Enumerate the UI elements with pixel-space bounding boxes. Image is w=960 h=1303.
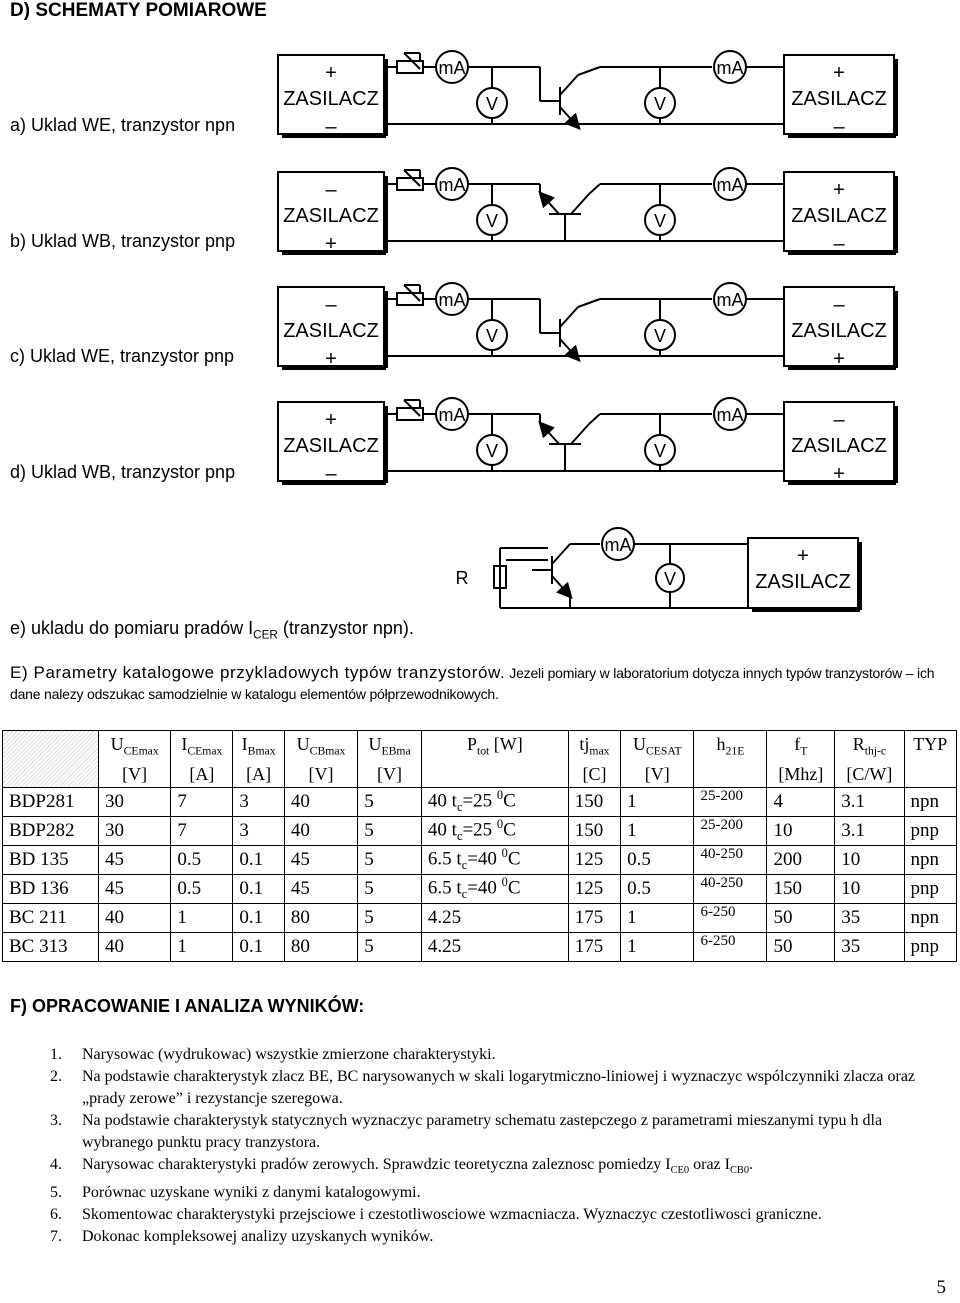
cell-rth: 10 [835, 874, 904, 903]
list-item: 5. Porównac uzyskane wyniki z danymi katalogowymi. [50, 1184, 421, 1202]
right-supply-2-name: ZASILACZ [791, 320, 887, 342]
header-typ: TYP [904, 731, 956, 788]
cell-tj: 175 [568, 932, 620, 961]
cell-ucb: 40 [284, 787, 357, 816]
voltmeter-e-label: V [663, 569, 677, 589]
cell-ucb: 45 [284, 874, 357, 903]
cell-ucesat: 1 [621, 903, 694, 932]
table-row [3, 903, 957, 932]
cell-name: BD 136 [3, 874, 99, 903]
list-item: 1. Narysowac (wydrukowac) wszystkie zmierzone charakterystyki. [50, 1046, 496, 1063]
right-supply-3-name: ZASILACZ [791, 435, 887, 457]
table-row [3, 816, 957, 845]
cell-ueb: 5 [358, 874, 422, 903]
cell-ueb: 5 [358, 845, 422, 874]
cell-ptot: 4.25 [421, 932, 568, 961]
cell-rth: 35 [835, 903, 904, 932]
header-ib: $I_{Bmax}$ [A] [233, 731, 285, 788]
list-item: 2. Na podstawie charakterystyk zlacz BE, BC narysowanych w skali logarytmiczno-liniowej i wyznaczyc wspólczynniki zlacza oraz „prady zerowe” i rezystancje szeregowa. [50, 1068, 916, 1107]
left-supply-3-name: ZASILACZ [283, 435, 379, 457]
cell-ucb: 40 [284, 816, 357, 845]
cell-ic: 1 [171, 903, 233, 932]
transistor-3-collector [571, 424, 589, 444]
cell-ucb: 80 [284, 903, 357, 932]
cell-rth: 3.1 [835, 816, 904, 845]
cell-ib: 3 [233, 816, 285, 845]
cell-h21: 40-250 [694, 874, 767, 903]
cell-ib: 0.1 [233, 903, 285, 932]
transistor-1-emitter [541, 194, 559, 214]
right-supply-0-bottom-sign: – [833, 116, 845, 138]
circuit-e-label: e) ukladu do pomiaru pradów $I_{CER}$ (tranzystor npn). [10, 618, 414, 642]
wire [578, 67, 600, 75]
section-e [10, 662, 955, 705]
cell-typ: pnp [904, 874, 956, 903]
cell-typ: npn [904, 845, 956, 874]
right-supply-1-top-sign: + [833, 179, 845, 201]
cell-uce: 40 [99, 932, 171, 961]
cell-ptot: 6.5 $t_c=40$ $^0$C [421, 845, 568, 874]
cell-typ: pnp [904, 932, 956, 961]
header-ft: $f_T$ [Mhz] [767, 731, 835, 788]
cell-ptot: 4.25 [421, 903, 568, 932]
cell-ic: 0.5 [171, 874, 233, 903]
ammeter-left-3-label: mA [438, 405, 466, 425]
cell-ueb: 5 [358, 787, 422, 816]
voltmeter-left-0-label: V [485, 94, 499, 114]
cell-ueb: 5 [358, 816, 422, 845]
cell-ib: 0.1 [233, 932, 285, 961]
cell-ptot: 40 $t_c=25$ $^0$C [421, 787, 568, 816]
left-supply-0-bottom-sign: – [325, 116, 337, 138]
left-supply-3-top-sign: + [325, 409, 337, 431]
page-number: 5 [936, 1277, 946, 1298]
left-supply-1-top-sign: – [325, 179, 337, 201]
cell-ib: 0.1 [233, 874, 285, 903]
supply-e-top-sign: + [797, 545, 809, 567]
cell-ft: 50 [767, 932, 835, 961]
cell-typ: pnp [904, 816, 956, 845]
right-supply-0-name: ZASILACZ [791, 88, 887, 110]
circuit-d-label: d) Uklad WB, tranzystor pnp [10, 462, 236, 482]
table-corner-cell [3, 731, 99, 788]
cell-typ: npn [904, 787, 956, 816]
right-supply-1-bottom-sign: – [833, 233, 845, 255]
transistor-3-emitter [541, 424, 559, 444]
cell-name: BDP282 [3, 816, 99, 845]
cell-ueb: 5 [358, 903, 422, 932]
cell-ptot: 40 $t_c=25$ $^0$C [421, 816, 568, 845]
cell-h21: 25-200 [694, 816, 767, 845]
table-row [3, 845, 957, 874]
transistor-2-collector [560, 307, 578, 327]
cell-name: BDP281 [3, 787, 99, 816]
wire [589, 184, 600, 194]
list-item: 4. Narysowac charakterystyki pradów zerowych. Sprawdzic teoretyczna zaleznosc pomiedzy $I_{CE0}$ oraz $I_{CB0}$. [50, 1156, 754, 1177]
voltmeter-left-3-label: V [485, 441, 499, 461]
cell-h21: 6-250 [694, 903, 767, 932]
cell-ptot: 6.5 $t_c=40$ $^0$C [421, 874, 568, 903]
cell-rth: 35 [835, 932, 904, 961]
header-uce: $U_{CEmax}$ [V] [99, 731, 171, 788]
cell-ic: 0.5 [171, 845, 233, 874]
cell-ucesat: 0.5 [621, 874, 694, 903]
cell-ucesat: 1 [621, 787, 694, 816]
voltmeter-right-2-label: V [653, 326, 667, 346]
header-ptot: $P_{tot}$ [W] [421, 731, 568, 788]
cell-uce: 30 [99, 787, 171, 816]
cell-tj: 150 [568, 787, 620, 816]
right-supply-1-name: ZASILACZ [791, 205, 887, 227]
circuit-c-label: c) Uklad WE, tranzystor pnp [10, 346, 235, 366]
cell-name: BC 211 [3, 903, 99, 932]
transistor-parameters-table [2, 730, 957, 962]
analysis-task-list [50, 1044, 950, 1248]
transistor-1-collector [571, 194, 589, 214]
left-supply-2-name: ZASILACZ [283, 320, 379, 342]
resistor-e-label: R [455, 568, 469, 588]
cell-ic: 7 [171, 816, 233, 845]
section-d-title: D) SCHEMATY POMIAROWE [10, 0, 267, 21]
cell-tj: 125 [568, 874, 620, 903]
circuit-b-label: b) Uklad WB, tranzystor pnp [10, 231, 236, 251]
cell-ib: 3 [233, 787, 285, 816]
cell-uce: 45 [99, 845, 171, 874]
supply-e-name: ZASILACZ [755, 571, 851, 593]
table-header-row [3, 731, 957, 788]
cell-tj: 175 [568, 903, 620, 932]
cell-ic: 1 [171, 932, 233, 961]
cell-ucesat: 0.5 [621, 845, 694, 874]
right-supply-0-top-sign: + [833, 62, 845, 84]
wire [589, 414, 600, 424]
header-h21e: $h_{21E}$ [694, 731, 767, 788]
left-supply-2-top-sign: – [325, 294, 337, 316]
ammeter-right-0-label: mA [716, 58, 744, 78]
header-rth: $R_{thj-c}$ [C/W] [835, 731, 904, 788]
list-item: 3. Na podstawie charakterystyk statycznych wyznaczyc parametry schematu zastepczego z parametrami mieszanymi typu h dla wybranego punktu pracy tranzystora. [50, 1112, 883, 1151]
cell-name: BD 135 [3, 845, 99, 874]
section-e-heading: E) Parametry katalogowe przykladowych typów tranzystorów. [10, 663, 506, 682]
measurement-schematics [0, 0, 960, 650]
left-supply-2-bottom-sign: + [325, 348, 337, 370]
cell-uce: 30 [99, 816, 171, 845]
cell-ic: 7 [171, 787, 233, 816]
cell-h21: 6-250 [694, 932, 767, 961]
left-supply-0-name: ZASILACZ [283, 88, 379, 110]
right-supply-3-top-sign: – [833, 409, 845, 431]
cell-tj: 150 [568, 816, 620, 845]
voltmeter-right-1-label: V [653, 211, 667, 231]
header-tj: $tj_{max}$ [C] [568, 731, 620, 788]
cell-ueb: 5 [358, 932, 422, 961]
cell-uce: 45 [99, 874, 171, 903]
voltmeter-right-0-label: V [653, 94, 667, 114]
section-f-heading: F) OPRACOWANIE I ANALIZA WYNIKÓW: [10, 996, 365, 1016]
cell-typ: npn [904, 903, 956, 932]
cell-ucesat: 1 [621, 816, 694, 845]
right-supply-2-top-sign: – [833, 294, 845, 316]
ammeter-e-label: mA [604, 535, 632, 555]
cell-ft: 150 [767, 874, 835, 903]
wire [578, 299, 600, 307]
cell-uce: 40 [99, 903, 171, 932]
cell-h21: 40-250 [694, 845, 767, 874]
cell-ucb: 80 [284, 932, 357, 961]
table-row [3, 787, 957, 816]
left-supply-1-name: ZASILACZ [283, 205, 379, 227]
cell-ft: 200 [767, 845, 835, 874]
cell-ucb: 45 [284, 845, 357, 874]
cell-ft: 4 [767, 787, 835, 816]
cell-tj: 125 [568, 845, 620, 874]
left-supply-0-top-sign: + [325, 62, 337, 84]
table-row [3, 874, 957, 903]
cell-h21: 25-200 [694, 787, 767, 816]
transistor-e-emitter [552, 576, 570, 596]
cell-ft: 50 [767, 903, 835, 932]
cell-ucesat: 1 [621, 932, 694, 961]
header-ucesat: $U_{CESAT}$ [V] [621, 731, 694, 788]
header-ic: $I_{CEmax}$ [A] [171, 731, 233, 788]
cell-rth: 3.1 [835, 787, 904, 816]
ammeter-right-2-label: mA [716, 290, 744, 310]
circuit-a-label: a) Uklad WE, tranzystor npn [10, 115, 236, 135]
voltmeter-left-1-label: V [485, 211, 499, 231]
transistor-0-collector [560, 75, 578, 95]
ammeter-right-1-label: mA [716, 175, 744, 195]
transistor-e-collector [552, 544, 570, 564]
ammeter-left-2-label: mA [438, 290, 466, 310]
ammeter-left-1-label: mA [438, 175, 466, 195]
list-item: 6. Skomentowac charakterystyki przejsciowe i czestotliwosciowe wzmacniacza. Wyznaczyc czestotliwosci graniczne. [50, 1206, 822, 1224]
section-f [10, 996, 364, 1017]
ammeter-left-0-label: mA [438, 58, 466, 78]
cell-name: BC 313 [3, 932, 99, 961]
cell-ib: 0.1 [233, 845, 285, 874]
voltmeter-right-3-label: V [653, 441, 667, 461]
cell-rth: 10 [835, 845, 904, 874]
left-supply-1-bottom-sign: + [325, 233, 337, 255]
section-e-note: Jezeli pomiary w laboratorium dotycza innych typów tranzystorów – ich dane nalezy odszukac samodzielnie w katalogu elementów półprzewodnikowych. [10, 665, 935, 702]
right-supply-3-bottom-sign: + [833, 463, 845, 485]
header-ucb: $U_{CBmax}$ [V] [284, 731, 357, 788]
right-supply-2-bottom-sign: + [833, 348, 845, 370]
left-supply-3-bottom-sign: – [325, 463, 337, 485]
header-ueb: $U_{EBma}$ [V] [358, 731, 422, 788]
cell-ft: 10 [767, 816, 835, 845]
list-item: 7. Dokonac kompleksowej analizy uzyskanych wyników. [50, 1228, 434, 1246]
supply-e-bottom-sign: – [797, 599, 809, 621]
table-row [3, 932, 957, 961]
voltmeter-left-2-label: V [485, 326, 499, 346]
ammeter-right-3-label: mA [716, 405, 744, 425]
